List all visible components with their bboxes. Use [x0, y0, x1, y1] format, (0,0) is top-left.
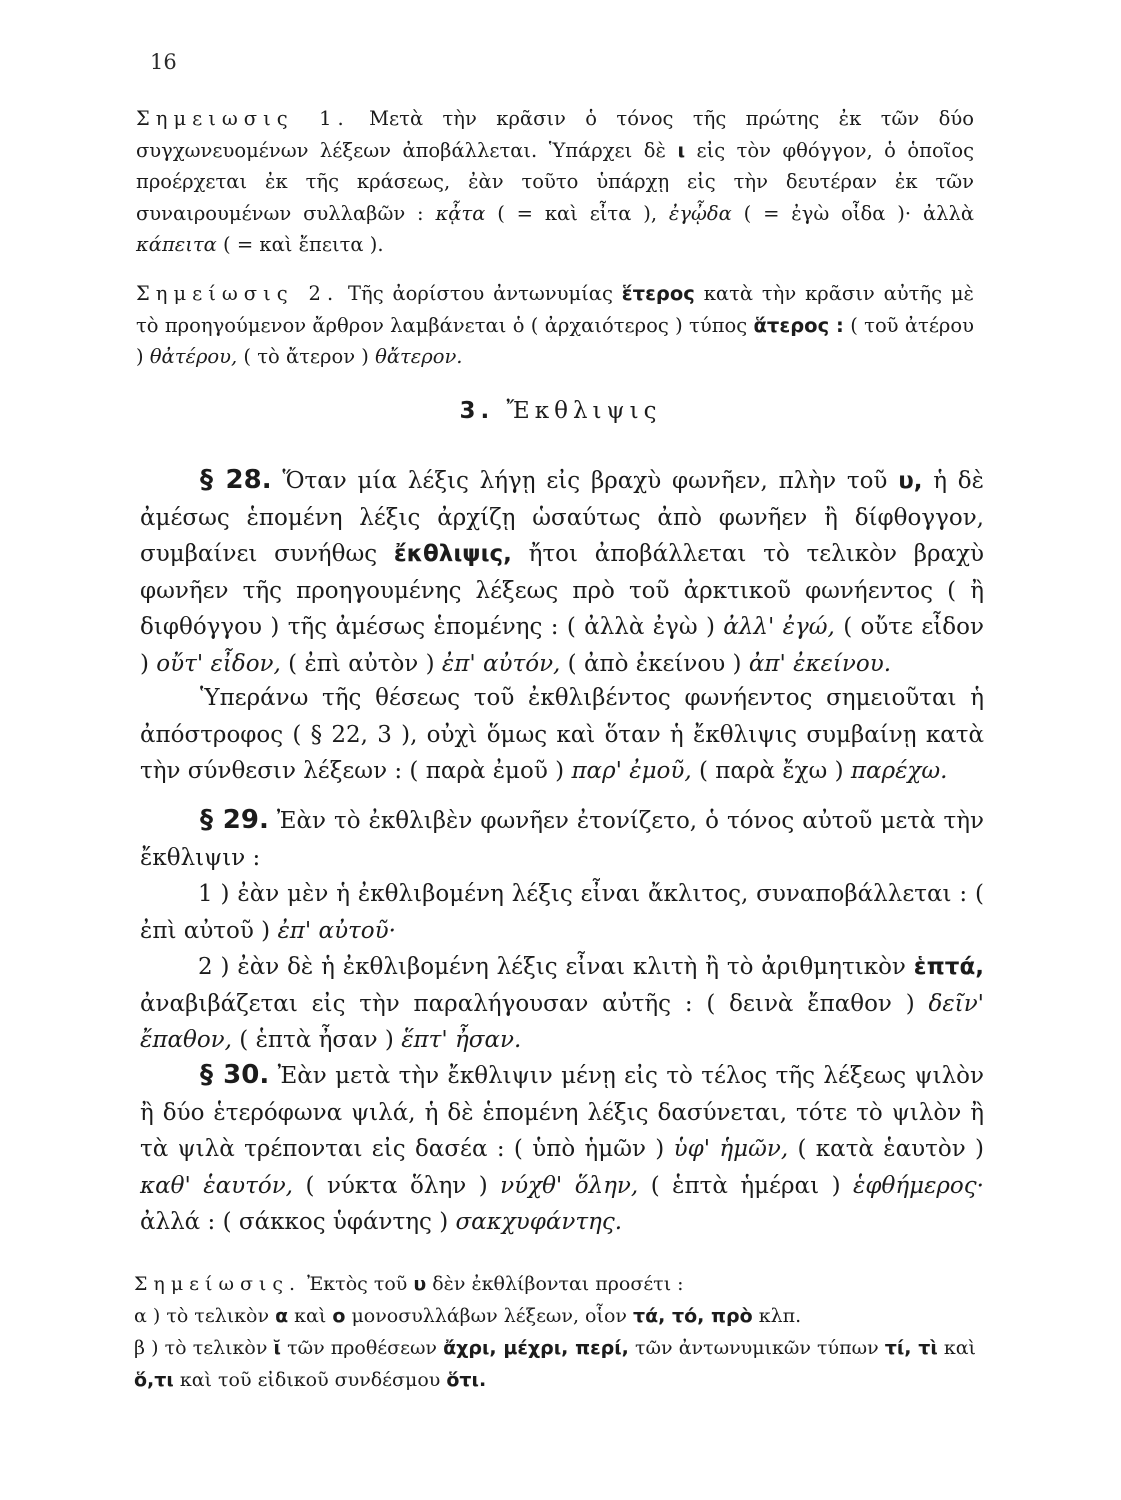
list-item: β ) τὸ τελικὸν ῐ τῶν προθέσεων ἄχρι, μέχρι, περί, τῶν ἀντωνυμικῶν τύπων τί, τὶ καὶ ὅ,τι καὶ τοῦ εἰδικοῦ συνδέσμου ὅτι.: [134, 1337, 977, 1391]
page-number: 16: [150, 50, 177, 74]
list-item: α ) τὸ τελικὸν α καὶ ο μονοσυλλάβων λέξεων, οἷον τά, τό, πρὸ κλπ.: [134, 1305, 802, 1327]
paragraph-28: § 28. Ὅταν μία λέξις λήγῃ εἰς βραχὺ φωνῆεν, πλὴν τοῦ υ, ἡ δὲ ἀμέσως ἑπομένη λέξις ἀρχίζῃ ὡσαύτως ἀπὸ φωνῆεν ἢ δίφθογγον, συμβαίνει συνήθως ἔκθλιψις, ἤτοι ἀποβάλλεται τὸ τελικὸν βραχὺ φωνῆεν τῆς προηγουμένης λέξεως πρὸ τοῦ ἀρκτικοῦ φωνήεντος ( ἢ διφθόγγου ) τῆς ἀμέσως ἑπομένης : ( ἀλλὰ ἐγὼ ) ἀλλ' ἐγώ, ( οὔτε εἶδον ) οὔτ' εἶδον, ( ἐπὶ αὐτὸν ) ἐπ' αὐτόν, ( ἀπὸ ἐκείνου ) ἀπ' ἐκείνου.: [140, 465, 985, 677]
paragraph-29: § 29. Ἐὰν τὸ ἐκθλιβὲν φωνῆεν ἐτονίζετο, ὁ τόνος αὐτοῦ μετὰ τὴν ἔκθλιψιν : 1 ) ἐὰν μὲν ἡ ἐκθλιβομένη λέξις εἶναι ἄκλιτος, συναποβάλλεται : ( ἐπὶ αὐτοῦ ) ἐπ' αὐτοῦ· 2 ) ἐὰν δὲ ἡ ἐκθλιβομένη λέξις εἶναι κλιτὴ ἢ τὸ ἀριθμητικὸν ἑπτά, ἀναβιβάζεται εἰς τὴν παραλήγουσαν αὐτῆς : ( δεινὰ ἔπαθον ) δεῖν' ἔπαθον, ( ἑπτὰ ἦσαν ) ἕπτ' ἦσαν.: [140, 802, 984, 1059]
final-note: Σημείωσις. Ἐκτὸς τοῦ υ δὲν ἐκθλίβονται προσέτι : α ) τὸ τελικὸν α καὶ ο μονοσυλλάβων λέξεων, οἷον τά, τό, πρὸ κλπ. β ) τὸ τελικὸν ῐ τῶν προθέσεων ἄχρι, μέχρι, περί, τῶν ἀντωνυμικῶν τύπων τί, τὶ καὶ ὅ,τι καὶ τοῦ εἰδικοῦ συνδέσμου ὅτι.: [134, 1268, 976, 1396]
section-mark-28: § 28.: [200, 465, 272, 495]
note-1-label: Σημειωσις 1.: [136, 107, 350, 130]
paragraph-28-apostrophe: Ὑπεράνω τῆς θέσεως τοῦ ἐκθλιβέντος φωνήεντος σημειοῦται ἡ ἀπόστροφος ( § 22, 3 ), οὐχὶ ὅμως καὶ ὅταν ἡ ἔκθλιψις συμβαίνῃ κατὰ τὴν σύνθεσιν λέξεων : ( παρὰ ἐμοῦ ) παρ' ἐμοῦ, ( παρὰ ἔχω ) παρέχω.: [140, 685, 984, 784]
note-1: Σημειωσις 1. Μετὰ τὴν κρᾶσιν ὁ τόνος τῆς πρώτης ἐκ τῶν δύο συγχωνευομένων λέξεων ἀποβάλλεται. Ὑπάρχει δὲ ι εἰς τὸν φθόγγον, ὁ ὁποῖος προέρχεται ἐκ τῆς κράσεως, ἐὰν τοῦτο ὑπάρχῃ εἰς τὴν δευτέραν ἐκ τῶν συναιρουμένων συλλαβῶν : κᾆτα ( = καὶ εἶτα ), ἐγᾦδα ( = ἐγὼ οἶδα )· ἀλλὰ κάπειτα ( = καὶ ἔπειτα ).: [136, 107, 974, 256]
list-item: 1 ) ἐὰν μὲν ἡ ἐκθλιβομένη λέξις εἶναι ἄκλιτος, συναποβάλλεται : ( ἐπὶ αὐτοῦ ) ἐπ' αὐτοῦ·: [140, 881, 984, 944]
paragraph-30: § 30. Ἐὰν μετὰ τὴν ἔκθλιψιν μένῃ εἰς τὸ τέλος τῆς λέξεως ψιλὸν ἢ δύο ἑτερόφωνα ψιλά, ἡ δὲ ἑπομένη λέξις δασύνεται, τότε τὸ ψιλὸν ἢ τὰ ψιλὰ τρέπονται εἰς δασέα : ( ὑπὸ ἡμῶν ) ὑφ' ἡμῶν, ( κατὰ ἑαυτὸν ) καθ' ἑαυτόν, ( νύκτα ὅλην ) νύχθ' ὅλην, ( ἑπτὰ ἡμέραι ) ἑφθήμερος· ἀλλά : ( σάκκος ὑφάντης ) σακχυφάντης.: [140, 1060, 985, 1235]
section-heading: 3. Ἔκθλιψις: [459, 398, 662, 424]
note-2-label: Σημείωσις 2.: [136, 282, 340, 305]
section-title: Ἔκθλιψις: [506, 398, 662, 424]
note-2: Σημείωσις 2. Τῆς ἀορίστου ἀντωνυμίας ἕτερος κατὰ τὴν κρᾶσιν αὐτῆς μὲ τὸ προηγούμενον ἄρθρον λαμβάνεται ὁ ( ἀρχαιότερος ) τύπος ἅτερος : ( τοῦ ἀτέρου ) θἀτέρου, ( τὸ ἄτερον ) θἄτερον.: [136, 282, 974, 368]
final-note-label: Σημείωσις.: [134, 1273, 302, 1295]
list-item: 2 ) ἐὰν δὲ ἡ ἐκθλιβομένη λέξις εἶναι κλιτὴ ἢ τὸ ἀριθμητικὸν ἑπτά, ἀναβιβάζεται εἰς τὴν παραλήγουσαν αὐτῆς : ( δεινὰ ἔπαθον ) δεῖν' ἔπαθον, ( ἑπτὰ ἦσαν ) ἕπτ' ἦσαν.: [140, 954, 984, 1053]
section-mark-29: § 29.: [200, 805, 269, 835]
section-mark-30: § 30.: [200, 1060, 270, 1090]
